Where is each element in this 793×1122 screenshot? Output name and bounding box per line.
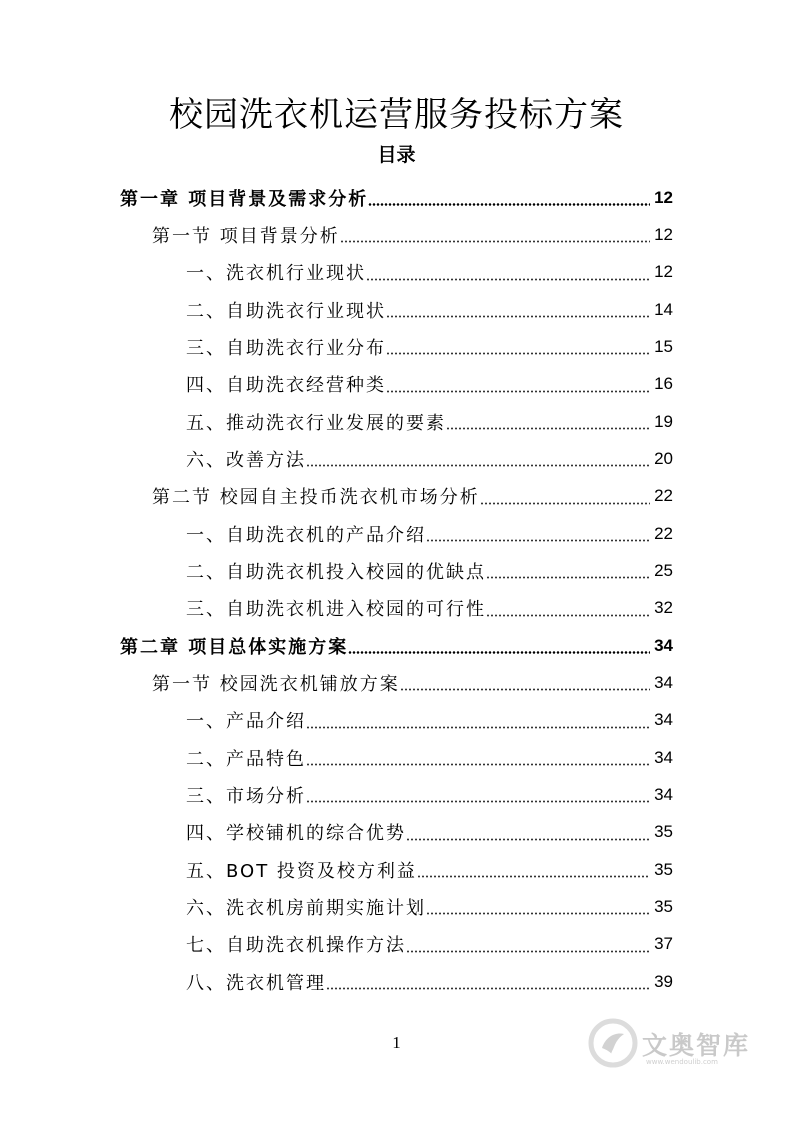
toc-entry-label: 六、洗衣机房前期实施计划 [186, 897, 426, 919]
toc-entry-label: 八、洗衣机管理 [186, 972, 326, 994]
toc-entry-label: 第二章 项目总体实施方案 [120, 636, 349, 658]
dot-leader [417, 875, 650, 878]
dot-leader [426, 539, 650, 542]
dot-leader [306, 800, 650, 803]
toc-entry-item [0, 254, 793, 291]
toc-entry-page: 35 [654, 896, 673, 916]
toc-entry-label: 第二节 校园自主投币洗衣机市场分析 [152, 487, 480, 509]
dot-leader [368, 203, 650, 206]
toc-heading: 目录 [377, 144, 416, 166]
toc-entry-page: 15 [654, 336, 673, 356]
toc-entry-item [0, 440, 793, 477]
toc-entry-label: 三、自助洗衣行业分布 [186, 337, 386, 359]
table-of-contents [0, 179, 793, 1000]
toc-entry-item [0, 552, 793, 589]
toc-entry-item [0, 366, 793, 403]
dot-leader [446, 427, 650, 430]
toc-entry-item [0, 590, 793, 627]
toc-entry-label: 第一章 项目背景及需求分析 [120, 188, 369, 210]
toc-entry-label: 二、自助洗衣机投入校园的优缺点 [186, 561, 486, 583]
dot-leader [426, 912, 650, 915]
toc-entry-section [0, 216, 793, 253]
toc-entry-page: 39 [654, 971, 673, 991]
watermark-text: 文奥智库 [642, 1031, 751, 1060]
dot-leader [386, 352, 650, 355]
toc-entry-page: 35 [654, 859, 673, 879]
toc-entry-page: 25 [654, 560, 673, 580]
toc-entry-label: 六、改善方法 [186, 449, 306, 471]
toc-entry-label: 五、推动洗衣行业发展的要素 [186, 412, 446, 434]
toc-entry-label: 七、自助洗衣机操作方法 [186, 935, 406, 957]
toc-entry-item [0, 328, 793, 365]
dot-leader [326, 987, 650, 990]
toc-entry-label: 二、自助洗衣行业现状 [186, 300, 386, 322]
toc-entry-page: 16 [654, 374, 673, 394]
toc-entry-page: 14 [654, 299, 673, 319]
document-title: 校园洗衣机运营服务投标方案 [169, 95, 624, 135]
dot-leader [306, 763, 650, 766]
toc-entry-section [0, 478, 793, 515]
toc-entry-page: 12 [654, 187, 673, 207]
dot-leader [306, 726, 650, 729]
toc-entry-label: 第一节 项目背景分析 [152, 225, 340, 247]
toc-entry-page: 35 [654, 822, 673, 842]
watermark-logo [588, 1016, 758, 1076]
toc-entry-page: 34 [654, 672, 673, 692]
watermark-emblem-icon [588, 1018, 638, 1068]
toc-entry-item [0, 814, 793, 851]
dot-leader [400, 688, 650, 691]
toc-entry-page: 32 [654, 598, 673, 618]
toc-entry-page: 22 [654, 486, 673, 506]
dot-leader [406, 838, 650, 841]
toc-entry-page: 12 [654, 262, 673, 282]
toc-entry-chapter [0, 627, 793, 664]
toc-entry-page: 20 [654, 448, 673, 468]
toc-entry-item [0, 291, 793, 328]
toc-entry-label: 二、产品特色 [186, 748, 306, 770]
toc-entry-item [0, 776, 793, 813]
dot-leader [480, 502, 650, 505]
toc-entry-label: 四、自助洗衣经营种类 [186, 375, 386, 397]
dot-leader [340, 240, 650, 243]
toc-entry-label: 三、市场分析 [186, 785, 306, 807]
toc-entry-section [0, 664, 793, 701]
toc-entry-page: 19 [654, 411, 673, 431]
toc-entry-item [0, 403, 793, 440]
toc-entry-label: 三、自助洗衣机进入校园的可行性 [186, 599, 486, 621]
toc-entry-label: 一、洗衣机行业现状 [186, 263, 366, 285]
toc-entry-page: 37 [654, 934, 673, 954]
dot-leader [348, 651, 650, 654]
toc-entry-item [0, 515, 793, 552]
toc-entry-label: 一、自助洗衣机的产品介绍 [186, 524, 426, 546]
toc-entry-chapter [0, 179, 793, 216]
dot-leader [386, 390, 650, 393]
dot-leader [306, 464, 650, 467]
toc-entry-page: 34 [654, 710, 673, 730]
toc-entry-page: 34 [654, 747, 673, 767]
toc-entry-page: 12 [654, 224, 673, 244]
toc-entry-label: 四、学校铺机的综合优势 [186, 823, 406, 845]
watermark-url: www.wendoulib.com [646, 1058, 718, 1066]
toc-entry-item [0, 926, 793, 963]
toc-entry-page: 34 [654, 635, 673, 655]
toc-entry-label: 一、产品介绍 [186, 711, 306, 733]
toc-entry-label: 第一节 校园洗衣机铺放方案 [152, 673, 400, 695]
dot-leader [366, 278, 650, 281]
toc-entry-label: 五、BOT 投资及校方利益 [186, 860, 417, 882]
toc-entry-item [0, 702, 793, 739]
toc-entry-item [0, 851, 793, 888]
dot-leader [486, 576, 650, 579]
toc-entry-item [0, 888, 793, 925]
dot-leader [386, 315, 650, 318]
page-number: 1 [392, 1033, 401, 1052]
toc-entry-page: 22 [654, 523, 673, 543]
toc-entry-item [0, 963, 793, 1000]
toc-entry-item [0, 739, 793, 776]
toc-entry-page: 34 [654, 784, 673, 804]
dot-leader [406, 950, 650, 953]
dot-leader [486, 614, 650, 617]
